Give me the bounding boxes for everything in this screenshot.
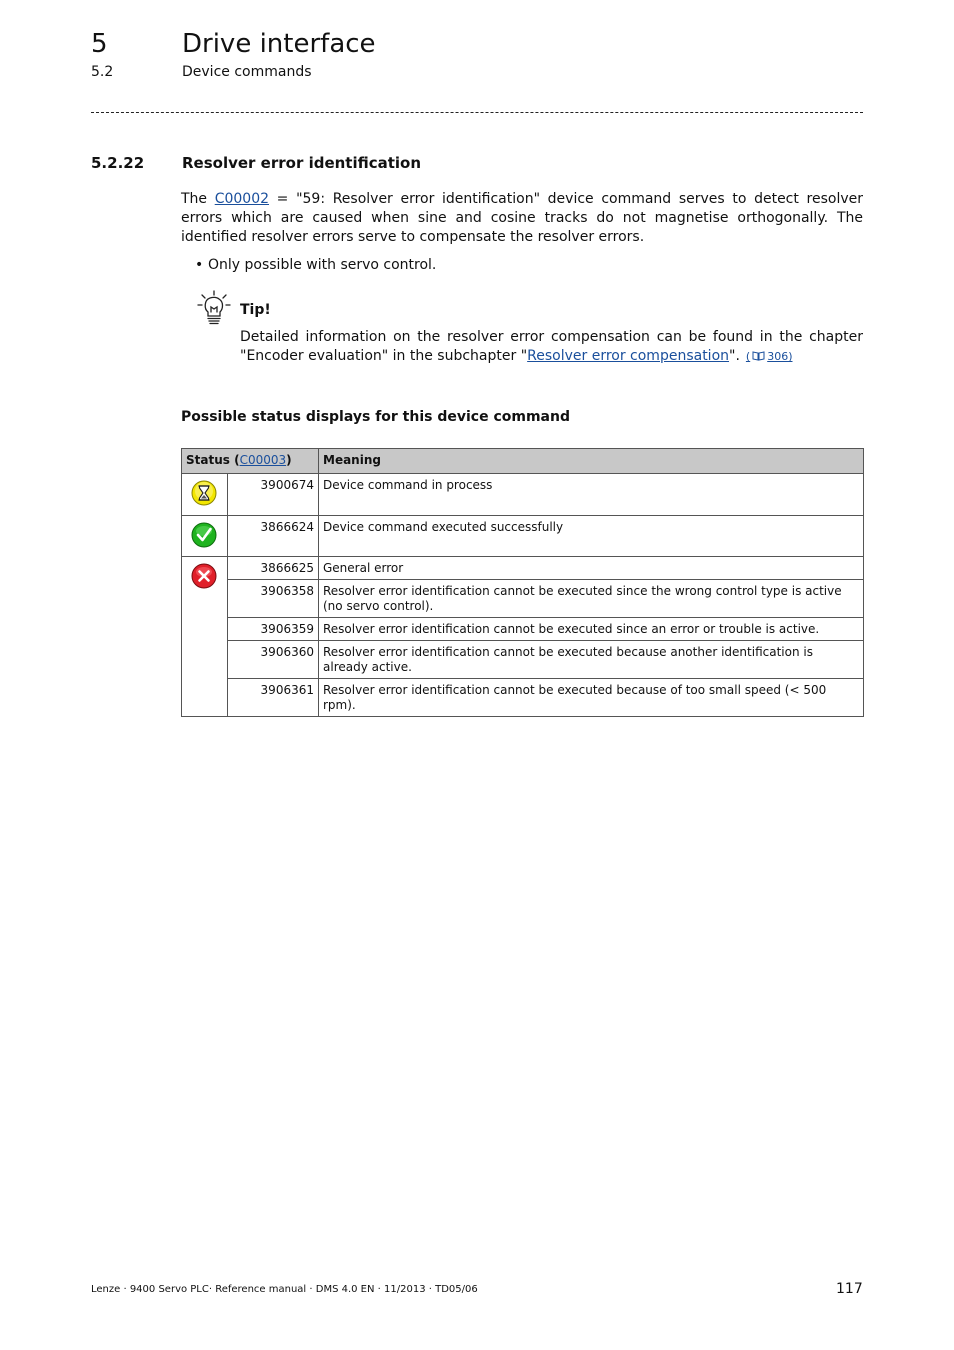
section-title: Device commands — [182, 64, 312, 80]
footer-text: Lenze · 9400 Servo PLC· Reference manual · DMS 4.0 EN · 11/2013 · TD05/06 — [91, 1284, 478, 1295]
tip-label: Tip! — [240, 302, 271, 318]
status-code: 3866624 — [228, 516, 319, 557]
section-number: 5.2 — [91, 64, 114, 80]
intro-paragraph — [181, 190, 863, 247]
status-code: 3906360 — [228, 641, 319, 679]
table-row — [182, 641, 864, 679]
header-status: Status (C00003) — [182, 449, 319, 474]
bullet-dot: • — [195, 257, 204, 273]
status-table — [181, 448, 864, 717]
status-code: 3866625 — [228, 557, 319, 580]
c00002-link[interactable]: C00002 — [214, 191, 270, 207]
subsection-title: Resolver error identification — [182, 154, 422, 172]
lightbulb-tip-icon — [196, 290, 232, 326]
status-meaning: Device command executed successfully — [319, 516, 864, 557]
status-code: 3900674 — [228, 474, 319, 516]
header-meaning: Meaning — [319, 449, 864, 474]
status-code: 3906361 — [228, 679, 319, 717]
intro-post: = "59: Resolver error identification" device command serves to detect resolver errors which are caused when sine and cosine tracks do not magnetise orthogonally. The identified resolver errors serve to compensate the resolver errors. — [181, 191, 863, 245]
bullet-text: Only possible with servo control. — [208, 257, 437, 273]
checkmark-icon — [191, 522, 217, 548]
hourglass-icon — [191, 480, 217, 506]
page-number: 117 — [836, 1281, 863, 1297]
status-meaning: Resolver error identification cannot be executed since an error or trouble is active. — [319, 618, 864, 641]
c00003-link[interactable]: C00003 — [239, 453, 287, 467]
resolver-error-compensation-link[interactable]: Resolver error compensation — [527, 348, 730, 364]
status-meaning: General error — [319, 557, 864, 580]
status-code: 3906359 — [228, 618, 319, 641]
table-row — [182, 580, 864, 618]
icon-cell — [182, 474, 228, 516]
icon-cell — [182, 557, 228, 717]
tip-text-post: ". — [729, 348, 740, 364]
error-x-icon — [191, 563, 217, 589]
chapter-title: Drive interface — [182, 29, 376, 59]
table-row — [182, 679, 864, 717]
table-row — [182, 557, 864, 580]
tip-text — [240, 328, 863, 366]
table-row — [182, 618, 864, 641]
status-meaning: Resolver error identification cannot be executed because of too small speed (< 500 rpm). — [319, 679, 864, 717]
status-code: 3906358 — [228, 580, 319, 618]
status-meaning: Resolver error identification cannot be executed since the wrong control type is active (no servo control). — [319, 580, 864, 618]
table-header-row — [182, 449, 864, 474]
table-heading: Possible status displays for this device command — [181, 409, 570, 425]
header-divider — [91, 112, 863, 113]
status-meaning: Device command in process — [319, 474, 864, 516]
book-icon — [752, 351, 765, 361]
status-meaning: Resolver error identification cannot be executed because another identification is already active. — [319, 641, 864, 679]
chapter-number: 5 — [91, 29, 108, 59]
bullet-item — [195, 256, 436, 275]
page-reference-link[interactable]: ( 306) — [745, 350, 793, 363]
intro-pre: The — [181, 191, 215, 207]
tip-text-pre: Detailed information on the resolver error compensation can be found in the chapter "Encoder evaluation" in the subchapter " — [240, 329, 863, 364]
table-row — [182, 474, 864, 516]
table-row — [182, 516, 864, 557]
subsection-number: 5.2.22 — [91, 154, 145, 172]
icon-cell — [182, 516, 228, 557]
